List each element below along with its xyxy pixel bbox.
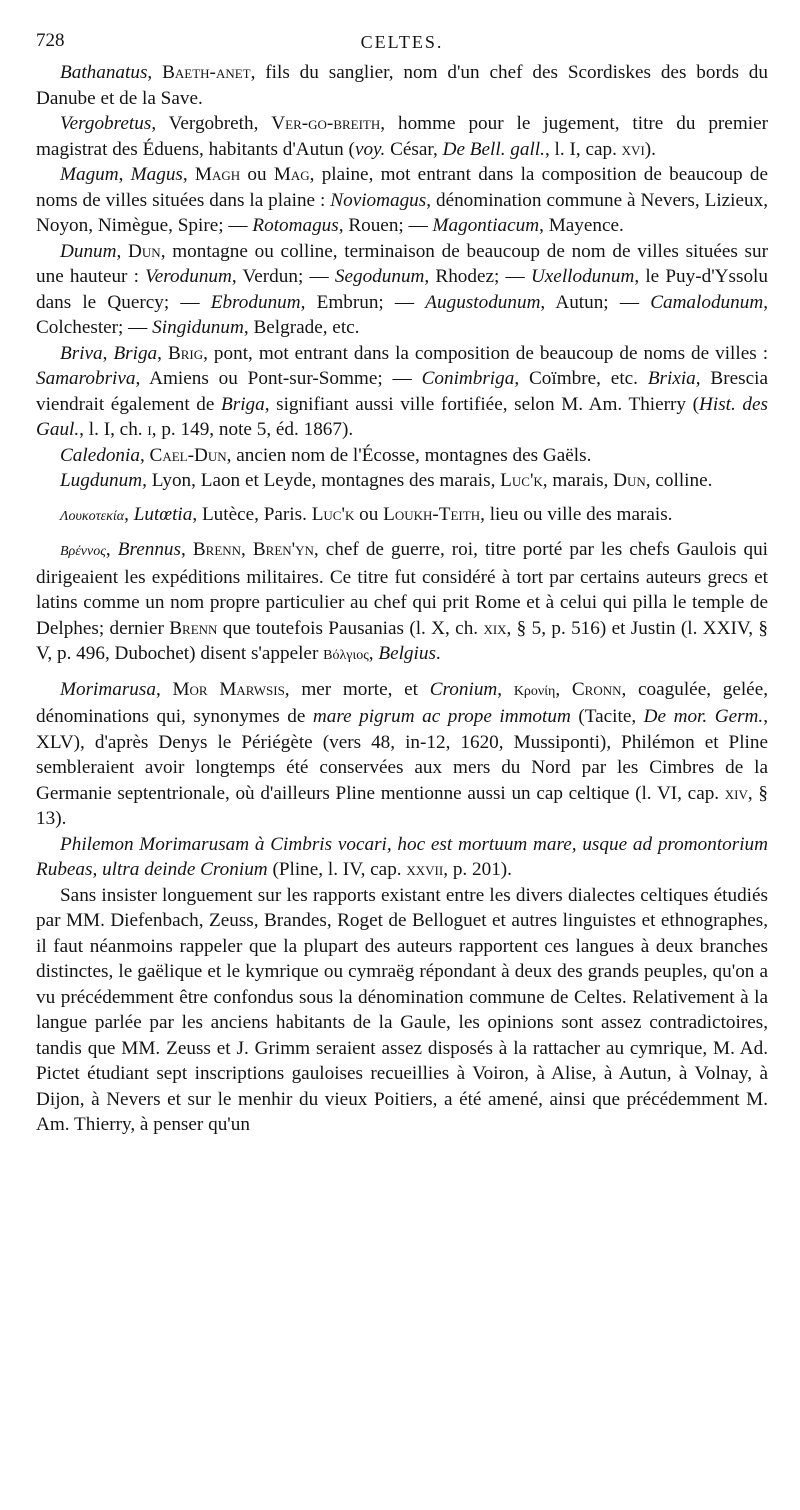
entry-text: , xyxy=(124,503,134,525)
glossary-entry xyxy=(36,443,768,469)
entry-text: , Colchester; — xyxy=(36,291,768,338)
italic-term: Cronium xyxy=(429,678,498,700)
entry-text: , pont, mot entrant dans la composition de beaucoup de noms de villes : xyxy=(203,342,769,364)
entry-text: , fils du sanglier, nom d'un chef des Scordiskes des bords du Danube et de la Save. xyxy=(36,62,768,109)
page-header xyxy=(36,24,768,60)
entry-text: , p. 149, note 5, éd. 1867). xyxy=(151,419,354,440)
glossary-entry xyxy=(36,677,768,832)
entry-text: , XLV), d'après Denys le Périégète (vers 48, in-12, 1620, Mussiponti), Philémon et Pline sembleraient avoir longtemps été conservées aux mers du Nord par les Cimbres de la Germanie septentrionale, où d'ailleurs Pline mentionne aussi un cap celtique (l. VI, cap. xyxy=(36,706,768,804)
entry-text: , mer morte, et xyxy=(284,678,430,700)
page-number: 728 xyxy=(36,30,65,51)
italic-term: Λουκοτεκία xyxy=(60,508,125,524)
entry-text: , xyxy=(116,240,129,262)
small-caps-term: Baeth-anet xyxy=(162,62,251,83)
entry-text: , xyxy=(155,678,173,700)
glossary-entry xyxy=(36,341,768,443)
small-caps-term: Loukh-Teith xyxy=(383,503,481,525)
entry-text: , Rouen; — xyxy=(338,215,433,236)
entry-text: , colline. xyxy=(645,470,713,491)
entry-text: , Verdun; — xyxy=(231,266,335,287)
italic-term: Briva xyxy=(60,342,103,364)
entry-text: , montagne ou colline, terminaison de beaucoup de nom de villes situées sur une hauteur : xyxy=(36,240,769,287)
italic-term: Lutœtia xyxy=(133,503,193,525)
entry-text: , Lutèce, Paris. xyxy=(192,503,312,525)
small-caps-term: xvi xyxy=(621,138,645,160)
small-caps-term: Luc'k xyxy=(500,470,543,491)
entry-text: , xyxy=(368,643,379,664)
entry-text: ). xyxy=(644,138,656,160)
italic-term: Vergobretus xyxy=(60,113,152,134)
italic-term: Conimbriga xyxy=(421,368,515,389)
italic-term: Philemon Morimarusam à Cimbris vocari, hoc est mortuum mare, usque ad promontorium Rubeas, ultra deinde Cronium xyxy=(36,833,768,880)
entry-text: , xyxy=(555,678,572,700)
entry-text: , signifiant aussi ville fortifiée, selon M. Am. Thierry ( xyxy=(264,393,700,415)
glossary-entry xyxy=(36,468,768,494)
italic-term: Briga xyxy=(113,342,158,364)
small-caps-term: Mag xyxy=(273,164,310,185)
entry-text: , Coïmbre, etc. xyxy=(514,368,648,389)
italic-term: Brixia xyxy=(647,368,696,389)
italic-term: voy. xyxy=(354,138,386,160)
glossary-entry xyxy=(36,832,768,883)
italic-term: Bathanatus xyxy=(60,62,148,83)
italic-term: Camalodunum xyxy=(650,291,764,313)
small-caps-term: Mor Marwsis xyxy=(172,678,285,700)
entry-text: , Brescia viendrait également de xyxy=(36,368,768,415)
entry-text: , le Puy-d'Yssolu dans le Quercy; — xyxy=(36,266,768,313)
page-body xyxy=(36,60,768,1138)
entry-text: , Amiens ou Pont-sur-Somme; — xyxy=(135,368,422,389)
small-caps-term: Brenn xyxy=(192,539,242,560)
entry-text: , l. I, cap. xyxy=(544,138,622,160)
glossary-entry xyxy=(36,60,768,111)
entry-text: , Autun; — xyxy=(540,291,651,313)
small-caps-term: Dun xyxy=(128,240,161,262)
body-paragraph xyxy=(36,883,768,1138)
italic-term: Uxellodunum xyxy=(530,266,635,287)
italic-term: De Bell. gall. xyxy=(442,138,545,160)
glossary-entry xyxy=(36,111,768,162)
entry-text: , xyxy=(157,342,168,364)
entry-text: , plaine, mot entrant dans la composition de beaucoup de noms de villes situées dans la plaine : xyxy=(36,164,768,211)
entry-text: que toutefois Pausanias (l. X, ch. xyxy=(217,617,484,639)
entry-text: , xyxy=(105,539,118,560)
italic-term: Ebrodunum xyxy=(210,291,301,313)
entry-text: , Vergobreth, xyxy=(151,113,272,134)
entry-text: César, xyxy=(385,138,443,160)
entry-text: , homme pour le jugement, titre du premier magistrat des Éduens, habitants d'Autun ( xyxy=(36,113,768,160)
entry-text: ou xyxy=(240,164,274,185)
small-caps-term: xiv xyxy=(724,782,748,804)
small-caps-term: xxvii xyxy=(406,859,444,880)
glossary-entry xyxy=(36,537,768,669)
entry-text: , § 5, p. 516) et Justin (l. XXIV, § V, p. 496, Dubochet) disent s'appeler xyxy=(36,617,768,664)
entry-text: , xyxy=(241,539,253,560)
entry-text: , Belgrade, etc. xyxy=(243,317,360,338)
entry-text: Κρονίη xyxy=(513,683,556,699)
entry-text: , coagulée, gelée, dénominations qui, synonymes de xyxy=(36,678,769,727)
italic-term: Briga xyxy=(221,393,265,415)
small-caps-term: Bren'yn xyxy=(252,539,314,560)
entry-text: , l. I, ch. xyxy=(79,419,148,440)
italic-term: Βρέννος xyxy=(60,544,106,559)
italic-term: Noviomagus xyxy=(330,189,427,211)
small-caps-term: Ver-go-breith xyxy=(271,113,381,134)
entry-text: , marais, xyxy=(542,470,614,491)
italic-term: Brennus xyxy=(117,539,181,560)
glossary-entry xyxy=(36,239,768,341)
entry-text: , xyxy=(181,539,193,560)
italic-term: Caledonia xyxy=(60,444,140,466)
italic-term: Augustodunum xyxy=(425,291,541,313)
italic-term: De mor. Germ. xyxy=(643,706,764,727)
small-caps-term: Magh xyxy=(194,164,241,185)
small-caps-term: Brig xyxy=(167,342,204,364)
entry-text: , p. 201). xyxy=(443,859,512,880)
entry-text: , Mayence. xyxy=(539,215,624,236)
italic-term: Dunum xyxy=(60,240,117,262)
italic-term: Lugdunum xyxy=(60,470,143,491)
italic-term: Samarobriva xyxy=(36,368,136,389)
small-caps-term: Brenn xyxy=(169,617,218,639)
entry-text: , Lyon, Laon et Leyde, montagnes des marais, xyxy=(142,470,501,491)
entry-text: , xyxy=(182,164,195,185)
small-caps-term: Luc'k xyxy=(311,503,355,525)
small-caps-term: i xyxy=(147,419,152,440)
italic-term: mare pigrum ac prope immotum xyxy=(312,706,571,727)
entry-text: , xyxy=(147,62,163,83)
entry-text: , ancien nom de l'Écosse, montagnes des Gaëls. xyxy=(226,444,592,466)
entry-text: (Pline, l. IV, cap. xyxy=(267,859,407,880)
entry-text: , Embrun; — xyxy=(300,291,426,313)
italic-term: Magum xyxy=(60,164,119,185)
entry-text: , xyxy=(118,164,131,185)
entry-text: , xyxy=(139,444,150,466)
running-title: CELTES. xyxy=(360,32,444,52)
entry-text: , Rhodez; — xyxy=(424,266,531,287)
entry-text: ou xyxy=(354,503,384,525)
entry-text: , lieu ou ville des marais. xyxy=(480,503,673,525)
small-caps-term: Dun xyxy=(613,470,646,491)
italic-term: Verodunum xyxy=(145,266,232,287)
italic-term: Segodunum xyxy=(334,266,425,287)
entry-text: , xyxy=(497,678,514,700)
italic-term: Belgius xyxy=(378,643,436,664)
entry-text: (Tacite, xyxy=(570,706,644,727)
entry-text: Sans insister longuement sur les rapports existant entre les divers dialectes celtiques étudiés par MM. Diefenbach, Zeuss, Brandes, Roget de Belloguet et autres linguistes et ethnographes, il faut néanmoins rappeler que la plupart des auteurs rapportent ces langues à deux branches distinctes, le gaëlique et le kymrique ou cymraëg répondant à deux des grands peuples, qu'on a vu précédemment être confondus sous la dénomination commune de Celtes. Relativement à la langue parlée par les anciens habitants de la Gaule, les opinions sont assez contradictoires, tandis que MM. Zeuss et J. Grimm seraient assez disposés à la rattacher au cymrique, M. Ad. Pictet étudiant sept inscriptions gauloises recueillies à Voiron, à Alise, à Autun, à Volnay, à Dijon, à Nevers et sur le menhir du vieux Poitiers, a été amené, ainsi que précédemment M. Am. Thierry, à penser qu'un xyxy=(36,884,768,1135)
italic-term: Magus xyxy=(130,164,183,185)
small-caps-term: Cael-Dun xyxy=(149,444,227,466)
italic-term: Magontiacum xyxy=(432,215,540,236)
entry-text: , xyxy=(102,342,114,364)
italic-term: Hist. des Gaul. xyxy=(36,393,769,440)
entry-text: , dénomination commune à Nevers, Lizieux, Noyon, Nimègue, Spire; — xyxy=(36,189,768,236)
glossary-entry xyxy=(36,502,768,530)
entry-text: . xyxy=(435,643,441,664)
entry-text: , § 13). xyxy=(36,782,768,829)
small-caps-term: xix xyxy=(483,617,507,639)
italic-term: Morimarusa xyxy=(60,678,156,700)
entry-text: , chef de guerre, roi, titre porté par les chefs Gaulois qui dirigeaient les expéditions militaires. Ce titre fut considéré à tort par certains auteurs grecs et latins comme un nom propre particulier au chef qui prit Rome et à celui qui pilla le temple de Delphes; dernier xyxy=(36,539,769,639)
italic-term: Rotomagus xyxy=(252,215,339,236)
small-caps-term: Cronn xyxy=(571,678,622,700)
entry-text: Βόλγιος xyxy=(323,648,369,663)
italic-term: Singidunum xyxy=(152,317,244,338)
glossary-entry xyxy=(36,162,768,239)
